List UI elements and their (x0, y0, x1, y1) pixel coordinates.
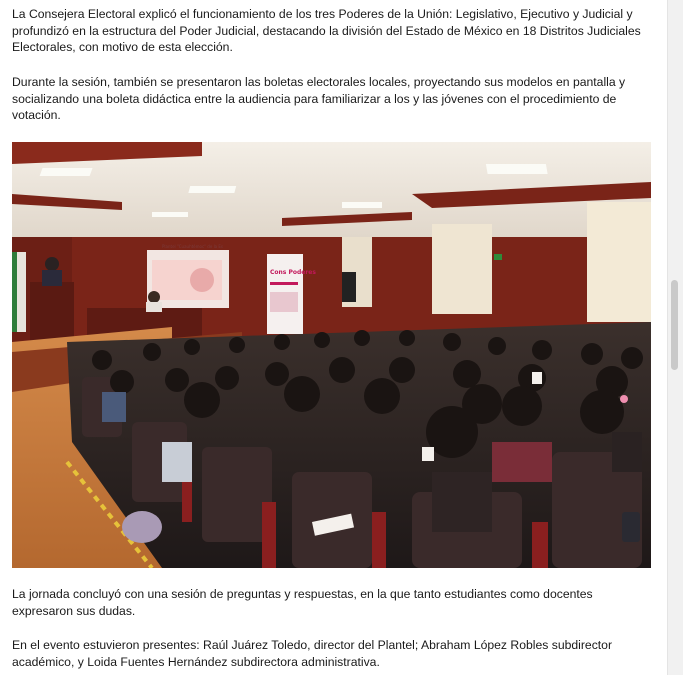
wall-sign: Plantel "Cuauhtémoc" de la Es (162, 244, 224, 249)
phone (622, 512, 640, 542)
ceiling-light (152, 212, 188, 217)
exit-sign (494, 254, 502, 260)
bag (122, 511, 162, 543)
scrollbar-thumb[interactable] (671, 280, 678, 370)
speaker (342, 272, 356, 302)
svg-text:Cons Poderes: Cons Poderes (270, 269, 316, 276)
ceiling-light (342, 202, 382, 208)
window (432, 224, 492, 314)
article-paragraph: La Consejera Electoral explicó el funcionamiento de los tres Poderes de la Unión: Legislativo, Ejecutivo y Judicial y profundizó en la estructura del Poder Judicial, destacando la división del Estado de México en 18 Distritos Judiciales Electorales, con motivo de esta elección. (12, 7, 641, 55)
article-paragraph: La jornada concluyó con una sesión de preguntas y respuestas, en la que tanto estudiantes como docentes expresaron sus dudas. (12, 587, 593, 618)
ceiling-light (486, 164, 548, 174)
article-paragraph: Durante la sesión, también se presentaron las boletas electorales locales, proyectando sus modelos en pantalla y socializando una boleta didáctica entre la audiencia para familiarizar a los y las jóvenes con el procedimiento de votación. (12, 75, 626, 123)
window (587, 202, 651, 322)
ceiling-light (40, 168, 93, 176)
ceiling-light (188, 186, 236, 193)
article-paragraph: En el evento estuvieron presentes: Raúl Juárez Toledo, director del Plantel; Abraham López Robles subdirector académico, y Loida Fuentes Hernández subdirectora administrativa. (12, 638, 613, 669)
event-photo (12, 142, 651, 568)
